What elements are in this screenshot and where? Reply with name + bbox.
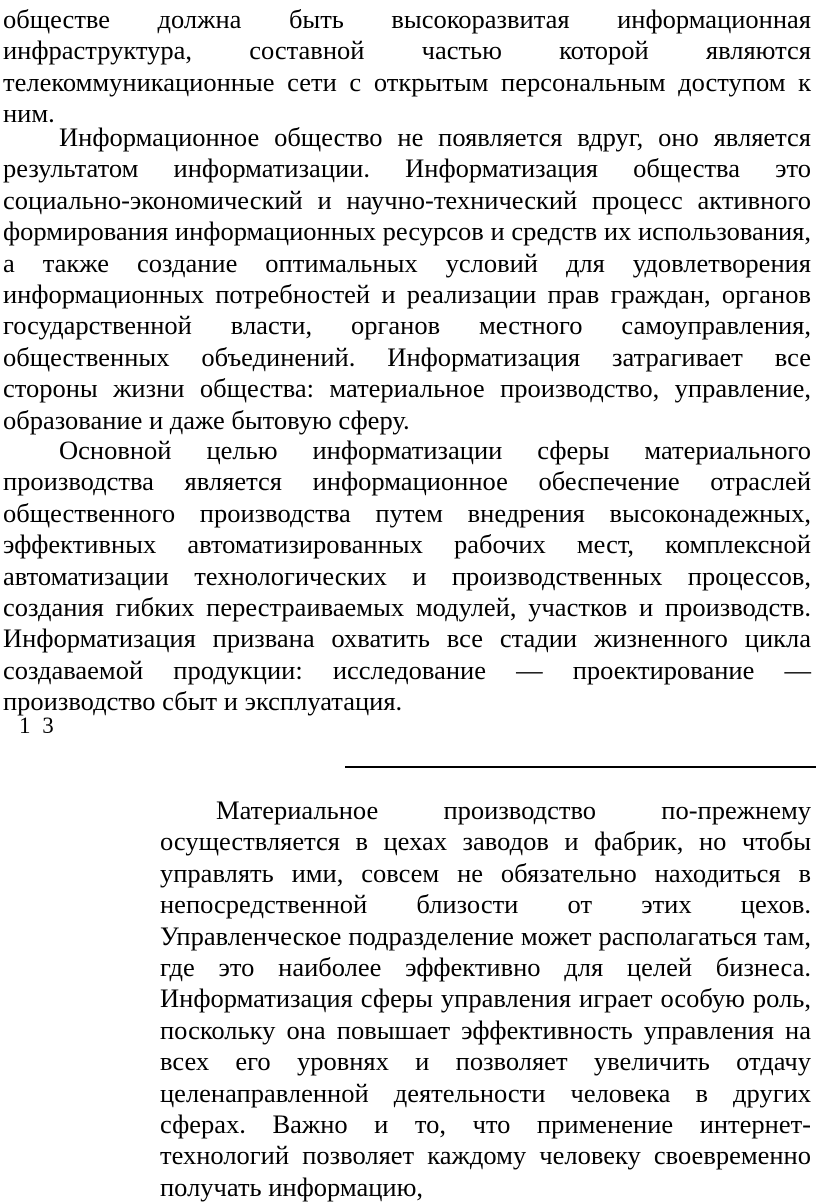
paragraph-management-informatization: Материальное производство по-прежнему осуществляется в цехах заводов и фабрик, но чтобы управлять ими, совсем не обязательно находиться в непосредственной близости от этих цехов. Управленческое подразделение может располагаться там, где это наиболее эффективно для целей бизнеса. Информатизация сферы управления играет особую роль, поскольку она повышает эффективность управления на всех его уровнях и позволяет увеличить отдачу целенаправленной деятельности человека в других сферах. Важно и то, что применение интернет-технологий позволяет каждому человеку своевременно получать информацию, <box>160 795 811 1202</box>
page-number: 1 3 <box>19 713 57 738</box>
page-divider-line <box>345 766 816 768</box>
paragraph-information-society: Информационное общество не появляется вдруг, оно является результатом информатизации. Информатизация общества это социально-экономический и научно-технический процесс активного формирования информационных ресурсов и средств их использования, а также создание оптимальных условий для удовлетворения информационных потребностей и реализации прав граждан, органов государственной власти, органов местного самоуправления, общественных объединений. Информатизация затрагивает все стороны жизни общества: материальное производство, управление, образование и даже бытовую сферу. <box>3 122 811 435</box>
paragraph-production-informatization: Основной целью информатизации сферы материального производства является информационное обеспечение отраслей общественного производства путем внедрения высоконадежных, эффективных автоматизированных рабочих мест, комплексной автоматизации технологических и производственных процессов, создания гибких перестраиваемых модулей, участков и производств. Информатизация призвана охватить все стадии жизненного цикла создаваемой продукции: исследование — проектирование — производство сбыт и эксплуатация. <box>3 435 811 717</box>
paragraph-continuation: обществе должна быть высокоразвитая информационная инфраструктура, составной частью которой являются телекоммуникационные сети с открытым персональным доступом к ним. <box>3 4 811 129</box>
